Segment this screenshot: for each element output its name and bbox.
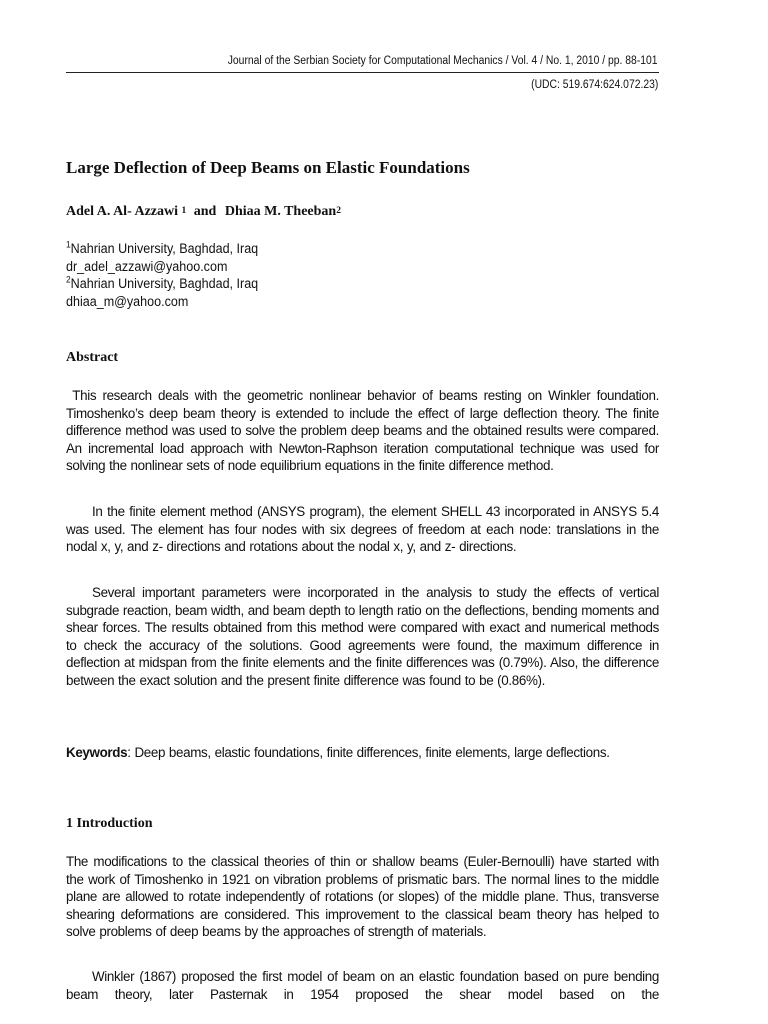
author-line [66, 204, 659, 220]
abstract-paragraph-3 [66, 584, 659, 690]
introduction-paragraph-1-text: The modifications to the classical theories of thin or shallow beams (Euler-Bernoulli) have started with the work of Timoshenko in 1921 on vibration problems of prismatic bars. The normal lines to the middle plane are allowed to rotate independently of rotations (or slopes) of the middle plane. Thus, transverse shearing deformations are considered. This improvement to the classical beam theory has helped to solve problems of deep beams by the approaches of strength of materials. [66, 854, 659, 940]
introduction-heading: 1 Introduction [66, 816, 153, 831]
affiliation-2-email: dhiaa_m@yahoo.com [66, 293, 189, 309]
affiliation-2 [66, 275, 617, 293]
keywords [66, 744, 659, 762]
abstract-paragraph-1 [66, 387, 659, 475]
affiliation-2-sup: 2 [66, 274, 71, 285]
journal-citation: Journal of the Serbian Society for Computational Mechanics / Vol. 4 / No. 1, 2010 / pp. 88-101 [228, 55, 658, 67]
paper-title: Large Deflection of Deep Beams on Elastic Foundations [66, 158, 470, 177]
introduction-paragraph-2-text: Winkler (1867) proposed the first model of beam on an elastic foundation based on pure bending beam theory, later Pasternak in 1954 proposed the shear model based on the [66, 969, 659, 1002]
abstract-heading: Abstract [66, 350, 119, 365]
abstract-paragraph-2 [66, 503, 659, 556]
introduction-paragraph-1 [66, 853, 659, 941]
abstract-paragraph-2-text: In the finite element method (ANSYS program), the element SHELL 43 incorporated in ANSYS 5.4 was used. The element has four nodes with six degrees of freedom at each node: translations in the nodal x, y, and z- directions and rotations about the nodal x, y, and z- directions. [66, 504, 659, 555]
author-2-sup: 2 [336, 206, 341, 216]
affiliation-1 [66, 240, 617, 258]
abstract-paragraph-3-text: Several important parameters were incorporated in the analysis to study the effects of vertical subgrade reaction, beam width, and beam depth to length ratio on the deflections, bending moments and shear forces. The results obtained from this method were compared with exact and numerical methods to check the accuracy of the solutions. Good agreements were found, the maximum difference in deflection at midspan from the finite elements and the finite differences was (0.79%). Also, the difference between the exact solution and the present finite difference was found to be (0.86%). [66, 585, 659, 688]
affiliations [66, 240, 617, 310]
author-1: Adel A. Al- Azzawi [66, 204, 178, 219]
keywords-label: Keywords [66, 745, 128, 760]
keywords-text: : Deep beams, elastic foundations, finite differences, finite elements, large deflections. [127, 745, 610, 760]
header-rule [66, 72, 659, 73]
introduction-paragraph-2 [66, 968, 659, 1003]
affiliation-1-sup: 1 [66, 239, 71, 250]
affiliation-2-place: Nahrian University, Baghdad, Iraq [70, 276, 259, 292]
affiliation-1-place: Nahrian University, Baghdad, Iraq [70, 241, 259, 256]
udc-code: (UDC: 519.674:624.072.23) [530, 79, 658, 91]
abstract-paragraph-1-text: This research deals with the geometric nonlinear behavior of beams resting on Winkler foundation. Timoshenko’s deep beam theory is extended to include the effect of large deflection theory. The finite difference method was used to solve the problem deep beams and the obtained results were compared. An incremental load approach with Newton-Raphson iteration computational technique was used for solving the nonlinear sets of node equilibrium equations in the finite difference method. [66, 388, 660, 474]
author-and: and [193, 204, 217, 219]
author-1-sup: 1 [181, 206, 187, 216]
affiliation-1-email: dr_adel_azzawi@yahoo.com [66, 258, 228, 274]
author-2: Dhiaa M. Theeban [224, 204, 337, 219]
